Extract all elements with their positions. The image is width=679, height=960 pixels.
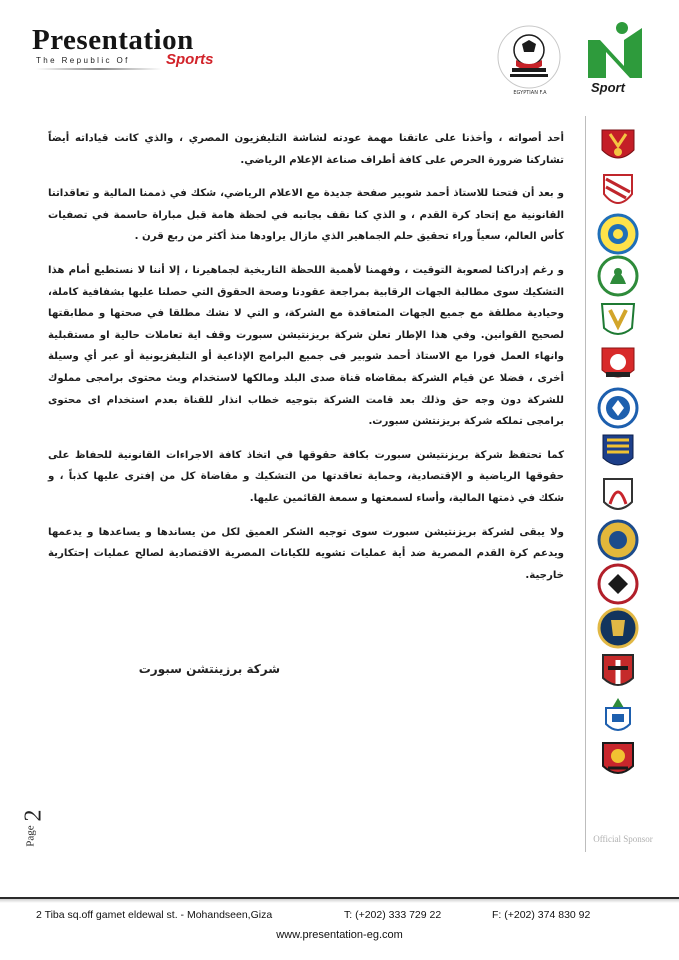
company-signature: شركة برزينتشن سبورت (138, 662, 280, 676)
petrojet-crest-icon (596, 474, 640, 518)
ghazl-el-mahalla-crest-icon (596, 342, 640, 386)
army-crest-icon (596, 562, 640, 606)
al-masry-crest-icon (596, 254, 640, 298)
official-sponsor-label: Official Sponsor (593, 834, 653, 844)
letter-body (48, 128, 564, 598)
el-dakhleya-crest-icon (596, 738, 640, 782)
brand-sports: Sports (166, 51, 214, 68)
footer-phone: T: (+202) 333 729 22 (344, 909, 442, 921)
enppi-crest-icon (596, 386, 640, 430)
paragraph-2: و بعد أن فتحنا للاستاذ أحمد شوبير صفحة جديدة مع الاعلام الرياضي، شكك في ذممنا المالية و تعاقداتنا القانونية مع إتحاد كرة القدم ، و الذي كنا نقف بجانبه في لحظة هامة قبل مباراة حاسمة في تصفيات كأس العالم، سعياً وراء تحقيق حلم الجماهير الذي مازال يراودها منذ أكثر من ربع قرن . (48, 188, 564, 243)
brand-name: Presentation (32, 24, 194, 56)
tala-ea-el-gaish-crest-icon (596, 650, 640, 694)
presentation-sports-logo (28, 24, 238, 74)
footer-fax: F: (+202) 374 830 92 (492, 909, 591, 921)
police-crest-icon (596, 606, 640, 650)
paragraph-1: أحد أصواته ، وأخذنا على عاتقنا مهمة عودته لشاشة التليفزيون المصري ، والذي كانت قياداته أيضاً تشاركنا ضرورة الحرص على كافة أطراف صناعة الإعلام الرياضي. (48, 133, 564, 166)
wadi-degla-crest-icon (596, 518, 640, 562)
footer-shadow (0, 899, 679, 903)
page-word: Page (24, 825, 37, 847)
egyptian-fa-logo-icon (496, 24, 562, 90)
efa-caption: EGYPTIAN F.A (513, 90, 547, 96)
footer-website[interactable]: www.presentation-eg.com (276, 929, 403, 941)
zamalek-crest-icon (596, 170, 640, 214)
al-ittihad-crest-icon (596, 430, 640, 474)
paragraph-5: ولا يبقى لشركة بريزنتيشن سبورت سوى توجيه الشكر العميق لكل من يساندها و يساعدها و يدعمها ويدعم كرة القدم المصرية ضد أية عمليات تشويه للكيانات المصرية الاقتصادية لصالح عمليات إحتكارية خارجية. (48, 526, 564, 581)
paragraph-4: كما تحتفظ شركة بريزنتيشن سبورت بكافة حقوقها في اتخاذ كافة الاجراءات القانونية للحفاظ على حقوقها الرياضية و الإقتصادية، وحماية تعاقدتها من التشكيك و مقاضاة كل من إفترى عليها كذباً ، و شكك في ذمتها المالية، وأساء لسمعتها و سمعة القائمين عليها. (48, 449, 564, 504)
club-badges-sidebar (585, 116, 655, 852)
n-sport-label: Sport (591, 80, 625, 95)
page-label (22, 802, 62, 862)
brand-tagline: The Republic Of (36, 56, 130, 65)
smouha-crest-icon (596, 694, 640, 738)
paragraph-3: و رغم إدراكنا لصعوبة التوقيت ، وفهمنا لأهمية اللحظة التاريخية لجماهيرنا ، إلا أننا لا نستطيع أمام هذا التشكيك سوى مطالبة الجهات الرقابية بمراجعة عقودنا وصحة الحقوق التي حصلنا عليها بشفافية كاملة، وحيادية مطلقة مع جميع الجهات المتعاقدة مع الشركة، و التي لا نشك مطلقا في صحتها و مطابقتها لصحيح القوانين. وفي هذا الإطار تعلن شركة بريزنتيشن سبورت وقف اية تعاملات حالية او مستقبلية وانهاء العمل فورا مع الاستاذ أحمد شوبير فى جميع البرامج الإذاعية أو التليفزيونية أو عبر أي وسيلة أخرى ، فضلا عن قيام الشركة بمقاضاه قناة صدى البلد ومالكها لاستخدام وبث محتوى برامجى مملوك للشركة دون وجه حق وذلك بعد قامت الشركة بتوجيه خطاب انذار للقناة بعدم استخدام اى محتوى برامجى تملكه شركة بريزنتشن سبورت. (48, 264, 564, 428)
al-ahly-crest-icon (596, 124, 640, 168)
page-number: 2 (20, 809, 47, 822)
footer-address: 2 Tiba sq.off gamet eldewal st. - Mohandseen,Giza (36, 909, 273, 921)
al-mokawloon-crest-icon (596, 298, 640, 342)
ismaily-crest-icon (596, 212, 640, 256)
brand-underline (36, 68, 162, 70)
